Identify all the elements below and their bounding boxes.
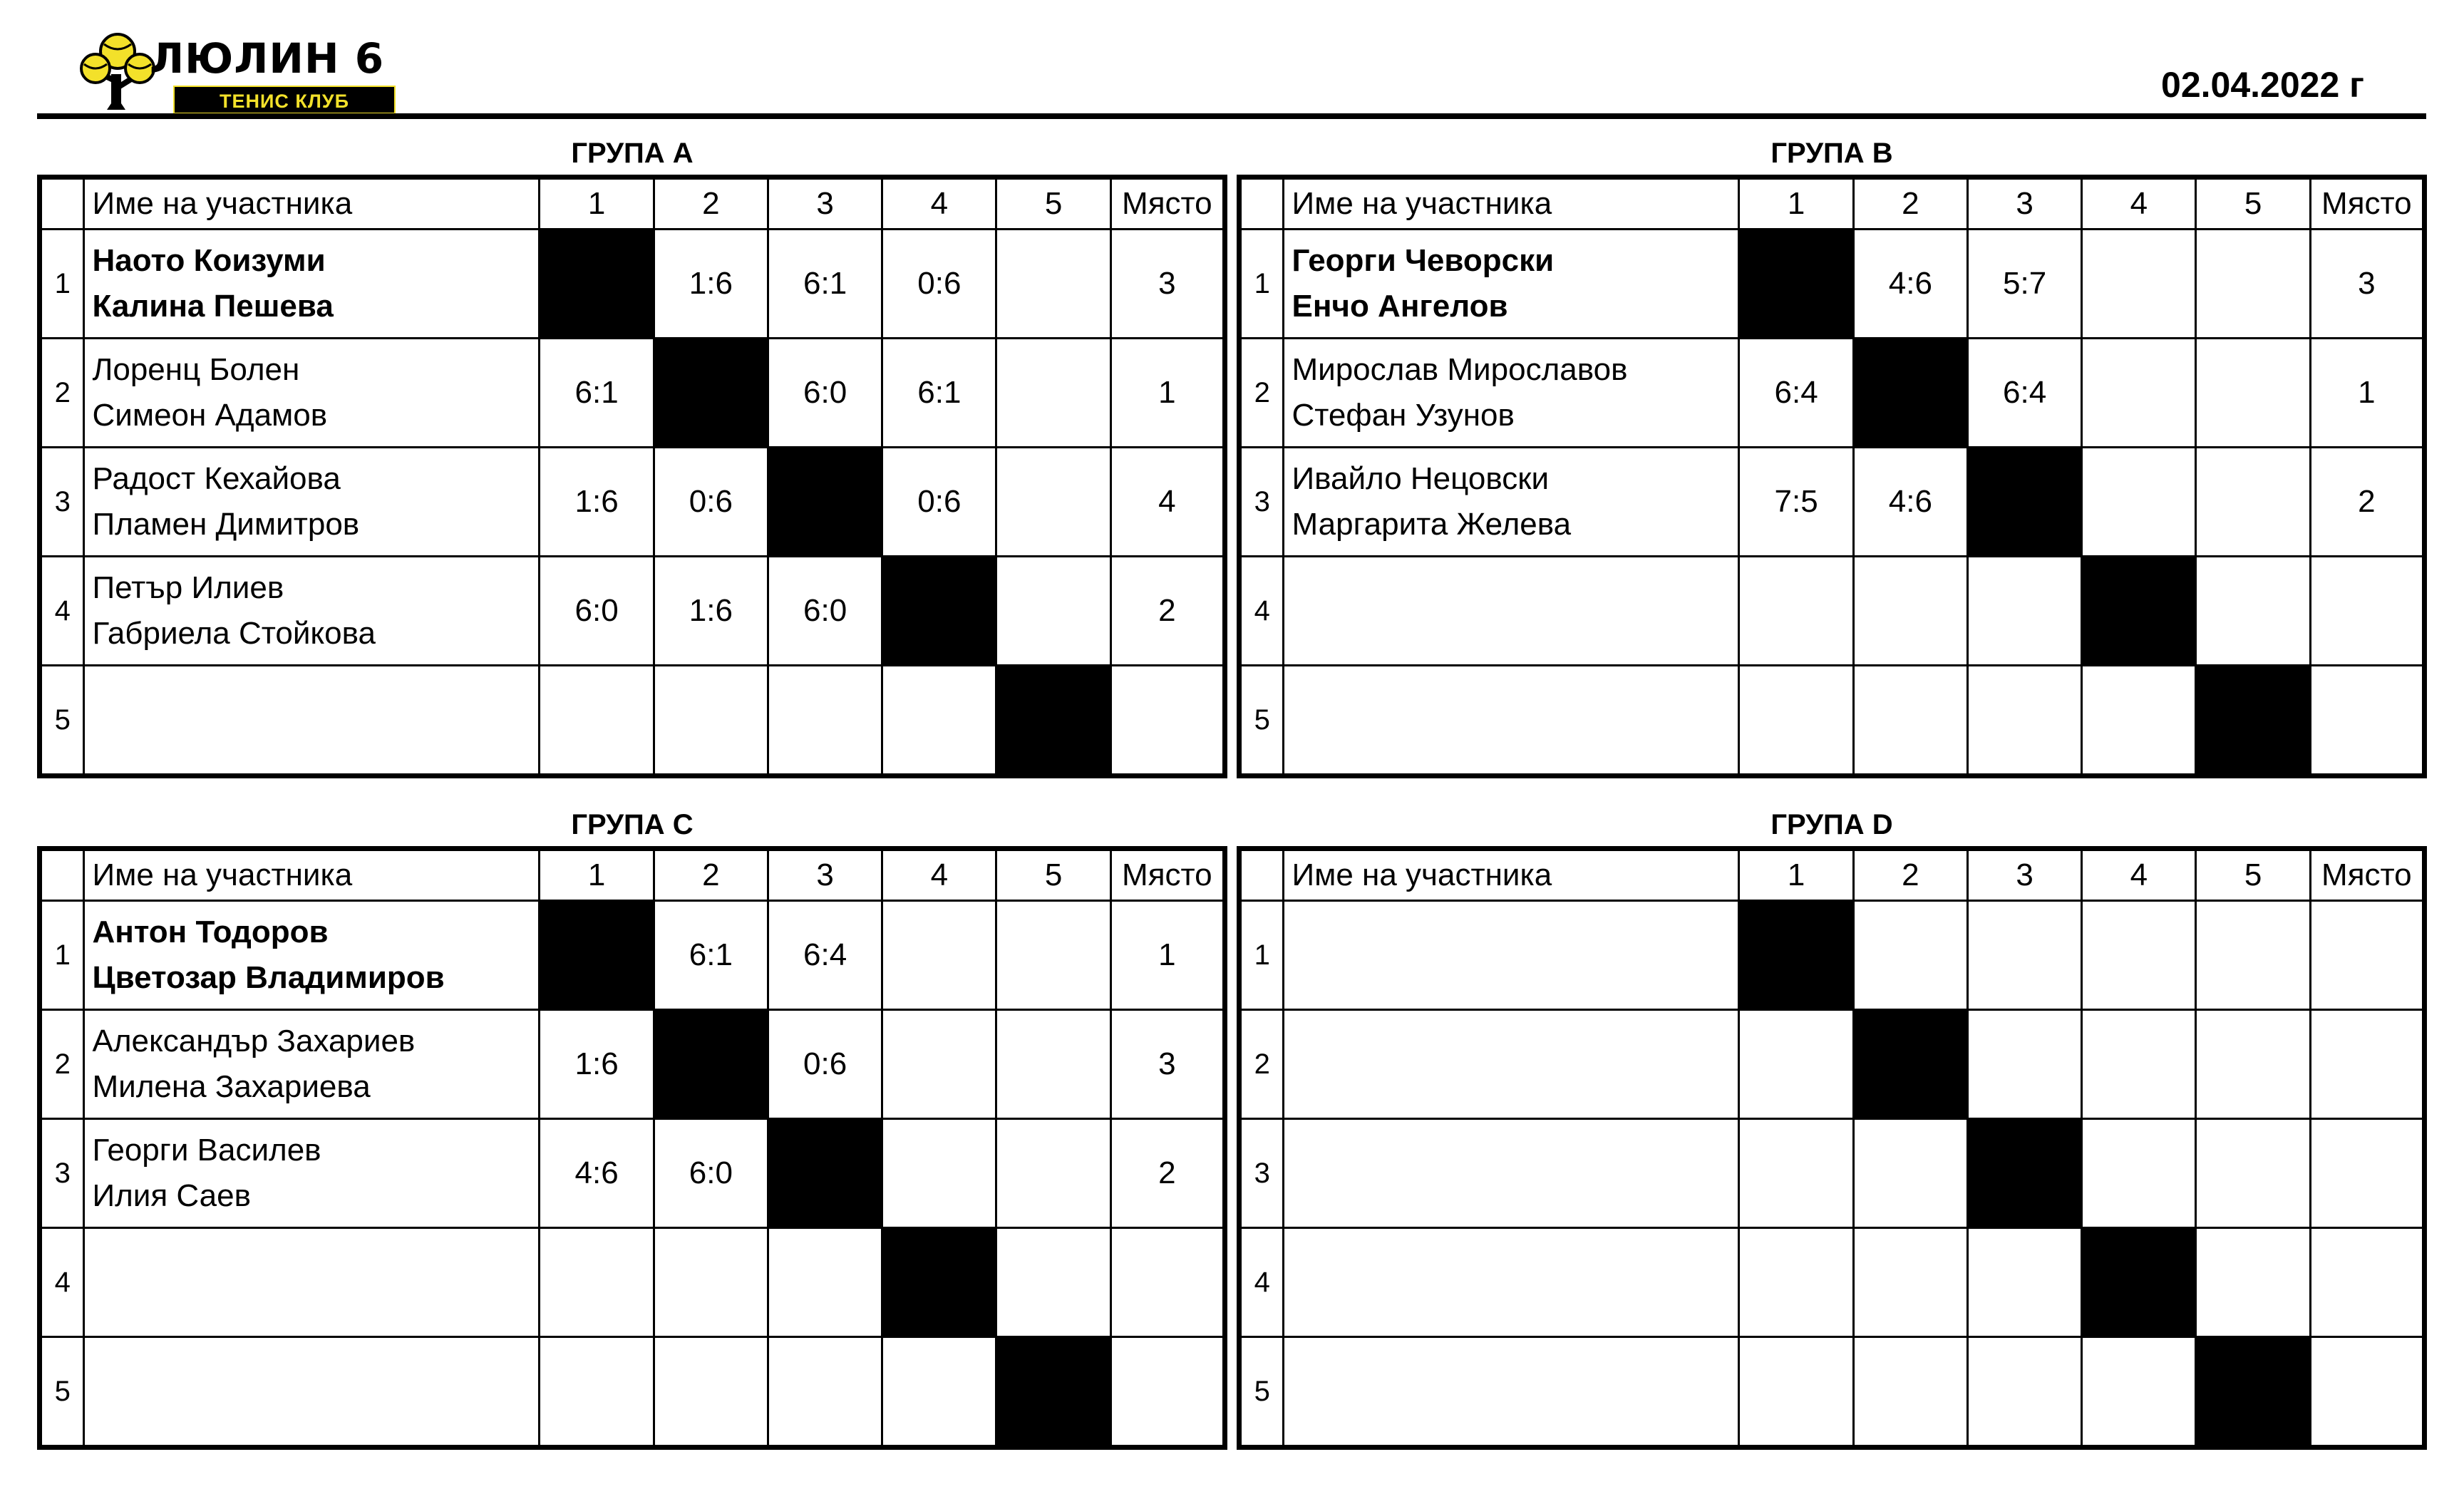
row-index: 2 bbox=[40, 339, 84, 448]
self-match-cell bbox=[540, 901, 654, 1010]
group-title: ГРУПА C bbox=[571, 809, 694, 840]
table-row bbox=[1239, 339, 2425, 448]
player-1-name: Александър Захариев bbox=[92, 1024, 416, 1058]
self-match-cell bbox=[540, 230, 654, 339]
table-row bbox=[40, 1337, 1225, 1448]
header-col-2: 2 bbox=[654, 849, 768, 901]
self-match-cell bbox=[654, 339, 768, 448]
player-2-name: Илия Саев bbox=[92, 1178, 251, 1213]
score-cell: 1:6 bbox=[540, 448, 654, 557]
header-index-cell bbox=[1239, 177, 1284, 230]
score-cell bbox=[2082, 448, 2196, 557]
score-cell bbox=[882, 1119, 996, 1228]
player-1-name: Антон Тодоров bbox=[92, 915, 329, 949]
place-cell: 3 bbox=[2310, 230, 2424, 339]
score-cell bbox=[2196, 1119, 2310, 1228]
header-col-4: 4 bbox=[2082, 849, 2196, 901]
place-cell bbox=[1110, 666, 1225, 776]
participant-names bbox=[84, 901, 540, 1010]
row-index: 5 bbox=[1239, 1337, 1284, 1448]
score-cell bbox=[768, 1337, 882, 1448]
header-col-5: 5 bbox=[2196, 849, 2310, 901]
group-table bbox=[37, 846, 1227, 1450]
table-row bbox=[1239, 230, 2425, 339]
header-name: Име на участника bbox=[84, 177, 540, 230]
place-cell: 1 bbox=[2310, 339, 2424, 448]
score-cell bbox=[1853, 1119, 1967, 1228]
score-cell bbox=[2082, 1337, 2196, 1448]
header-col-3: 3 bbox=[768, 177, 882, 230]
self-match-cell bbox=[1739, 901, 1853, 1010]
table-row bbox=[40, 448, 1225, 557]
participant-names bbox=[84, 1119, 540, 1228]
place-cell bbox=[1110, 1337, 1225, 1448]
score-cell: 4:6 bbox=[540, 1119, 654, 1228]
place-cell bbox=[2310, 1010, 2424, 1119]
table-row bbox=[40, 230, 1225, 339]
self-match-cell bbox=[1967, 1119, 2081, 1228]
header-col-1: 1 bbox=[1739, 849, 1853, 901]
row-index: 5 bbox=[1239, 666, 1284, 776]
place-cell: 3 bbox=[1110, 230, 1225, 339]
score-cell: 6:0 bbox=[540, 557, 654, 666]
row-index: 2 bbox=[40, 1010, 84, 1119]
header-name: Име на участника bbox=[1284, 177, 1739, 230]
score-cell bbox=[2196, 1010, 2310, 1119]
participant-names bbox=[1284, 230, 1739, 339]
header-place: Място bbox=[1110, 177, 1225, 230]
player-1-name: Наото Коизуми bbox=[92, 243, 326, 278]
header-col-5: 5 bbox=[2196, 177, 2310, 230]
player-2-name: Габриела Стойкова bbox=[92, 616, 376, 651]
score-cell bbox=[1967, 1337, 2081, 1448]
table-row bbox=[40, 339, 1225, 448]
group-title: ГРУПА D bbox=[1770, 809, 1893, 840]
table-row bbox=[1239, 1010, 2425, 1119]
self-match-cell bbox=[996, 666, 1110, 776]
score-cell bbox=[768, 666, 882, 776]
place-cell bbox=[2310, 666, 2424, 776]
participant-names bbox=[1284, 448, 1739, 557]
score-cell bbox=[2196, 1228, 2310, 1337]
place-cell bbox=[1110, 1228, 1225, 1337]
row-index: 4 bbox=[1239, 557, 1284, 666]
score-cell: 0:6 bbox=[654, 448, 768, 557]
score-cell bbox=[2082, 1119, 2196, 1228]
group-title: ГРУПА А bbox=[571, 138, 694, 169]
header-col-5: 5 bbox=[996, 849, 1110, 901]
self-match-cell bbox=[1967, 448, 2081, 557]
row-index: 2 bbox=[1239, 1010, 1284, 1119]
score-cell: 6:1 bbox=[540, 339, 654, 448]
player-1-name: Георги Василев bbox=[92, 1133, 321, 1168]
score-cell: 5:7 bbox=[1967, 230, 2081, 339]
self-match-cell bbox=[768, 448, 882, 557]
participant-names bbox=[84, 339, 540, 448]
row-index: 3 bbox=[40, 1119, 84, 1228]
header-col-1: 1 bbox=[540, 849, 654, 901]
score-cell bbox=[1739, 1119, 1853, 1228]
score-cell bbox=[2082, 230, 2196, 339]
header-col-3: 3 bbox=[1967, 849, 2081, 901]
score-cell bbox=[882, 901, 996, 1010]
player-1-name: Лоренц Болен bbox=[92, 352, 300, 387]
header-place: Място bbox=[1110, 849, 1225, 901]
score-cell: 6:4 bbox=[768, 901, 882, 1010]
table-row bbox=[40, 1010, 1225, 1119]
participant-names bbox=[1284, 1119, 1739, 1228]
player-1-name: Радост Кехайова bbox=[92, 461, 341, 496]
score-cell bbox=[540, 1228, 654, 1337]
place-cell: 2 bbox=[1110, 1119, 1225, 1228]
score-cell: 1:6 bbox=[540, 1010, 654, 1119]
table-row bbox=[1239, 901, 2425, 1010]
score-cell bbox=[1739, 557, 1853, 666]
header-name: Име на участника bbox=[84, 849, 540, 901]
header-col-1: 1 bbox=[540, 177, 654, 230]
player-2-name: Маргарита Желева bbox=[1292, 507, 1572, 542]
table-header-row bbox=[40, 849, 1225, 901]
score-cell bbox=[2196, 339, 2310, 448]
score-cell bbox=[1739, 1337, 1853, 1448]
table-header-row bbox=[1239, 177, 2425, 230]
header-col-3: 3 bbox=[1967, 177, 2081, 230]
header-col-2: 2 bbox=[1853, 849, 1967, 901]
participant-names bbox=[1284, 1010, 1739, 1119]
score-cell bbox=[2082, 339, 2196, 448]
self-match-cell bbox=[2196, 1337, 2310, 1448]
row-index: 5 bbox=[40, 1337, 84, 1448]
row-index: 4 bbox=[40, 1228, 84, 1337]
self-match-cell bbox=[1739, 230, 1853, 339]
player-1-name: Мирослав Мирославов bbox=[1292, 352, 1628, 387]
score-cell bbox=[882, 1337, 996, 1448]
participant-names bbox=[84, 1337, 540, 1448]
score-cell bbox=[1853, 666, 1967, 776]
logo-title: ЛЮЛИН 6 bbox=[150, 34, 385, 83]
place-cell bbox=[2310, 1228, 2424, 1337]
logo-subtitle: ТЕНИС КЛУБ bbox=[173, 86, 396, 114]
place-cell: 1 bbox=[1110, 339, 1225, 448]
score-cell bbox=[996, 1119, 1110, 1228]
score-cell: 1:6 bbox=[654, 230, 768, 339]
header-col-5: 5 bbox=[996, 177, 1110, 230]
player-2-name: Стефан Узунов bbox=[1292, 398, 1515, 433]
score-cell bbox=[996, 1010, 1110, 1119]
player-1-name: Петър Илиев bbox=[92, 570, 284, 605]
score-cell bbox=[1853, 1337, 1967, 1448]
row-index: 1 bbox=[40, 230, 84, 339]
score-cell bbox=[882, 666, 996, 776]
score-cell: 6:4 bbox=[1967, 339, 2081, 448]
header-col-2: 2 bbox=[1853, 177, 1967, 230]
player-2-name: Цветозар Владимиров bbox=[92, 960, 445, 995]
table-header-row bbox=[1239, 849, 2425, 901]
row-index: 1 bbox=[1239, 901, 1284, 1010]
participant-names bbox=[84, 1010, 540, 1119]
self-match-cell bbox=[882, 557, 996, 666]
header-col-2: 2 bbox=[654, 177, 768, 230]
score-cell bbox=[768, 1228, 882, 1337]
score-cell: 4:6 bbox=[1853, 448, 1967, 557]
table-row bbox=[1239, 448, 2425, 557]
table-row bbox=[40, 1228, 1225, 1337]
place-cell: 4 bbox=[1110, 448, 1225, 557]
place-cell bbox=[2310, 1119, 2424, 1228]
score-cell: 6:0 bbox=[768, 339, 882, 448]
self-match-cell bbox=[2082, 557, 2196, 666]
score-cell bbox=[2196, 901, 2310, 1010]
score-cell bbox=[996, 901, 1110, 1010]
score-cell: 0:6 bbox=[768, 1010, 882, 1119]
participant-names bbox=[84, 666, 540, 776]
participant-names bbox=[84, 1228, 540, 1337]
self-match-cell bbox=[1853, 1010, 1967, 1119]
score-cell bbox=[1967, 557, 2081, 666]
score-cell: 6:1 bbox=[768, 230, 882, 339]
player-2-name: Милена Захариева bbox=[92, 1069, 371, 1104]
participant-names bbox=[84, 448, 540, 557]
score-cell bbox=[540, 1337, 654, 1448]
club-logo bbox=[71, 29, 385, 118]
header-index-cell bbox=[1239, 849, 1284, 901]
place-cell: 3 bbox=[1110, 1010, 1225, 1119]
header-rule bbox=[37, 113, 2426, 119]
group-title: ГРУПА B bbox=[1770, 138, 1893, 169]
place-cell bbox=[2310, 901, 2424, 1010]
table-row bbox=[40, 557, 1225, 666]
group-table bbox=[1237, 175, 2427, 778]
player-1-name: Георги Чеворски bbox=[1292, 243, 1555, 278]
score-cell bbox=[996, 557, 1110, 666]
header-place: Място bbox=[2310, 849, 2424, 901]
row-index: 3 bbox=[1239, 448, 1284, 557]
score-cell bbox=[654, 666, 768, 776]
score-cell bbox=[654, 1228, 768, 1337]
self-match-cell bbox=[654, 1010, 768, 1119]
header-index-cell bbox=[40, 177, 84, 230]
self-match-cell bbox=[882, 1228, 996, 1337]
participant-names bbox=[1284, 1337, 1739, 1448]
self-match-cell bbox=[1853, 339, 1967, 448]
place-cell bbox=[2310, 1337, 2424, 1448]
score-cell bbox=[1853, 901, 1967, 1010]
table-row bbox=[40, 901, 1225, 1010]
row-index: 4 bbox=[40, 557, 84, 666]
score-cell: 6:0 bbox=[768, 557, 882, 666]
score-cell bbox=[2082, 666, 2196, 776]
header-name: Име на участника bbox=[1284, 849, 1739, 901]
score-cell: 7:5 bbox=[1739, 448, 1853, 557]
header-place: Място bbox=[2310, 177, 2424, 230]
table-row bbox=[40, 666, 1225, 776]
place-cell bbox=[2310, 557, 2424, 666]
header-col-1: 1 bbox=[1739, 177, 1853, 230]
score-cell: 6:1 bbox=[882, 339, 996, 448]
self-match-cell bbox=[768, 1119, 882, 1228]
table-row bbox=[1239, 666, 2425, 776]
row-index: 3 bbox=[1239, 1119, 1284, 1228]
header-col-4: 4 bbox=[882, 849, 996, 901]
player-1-name: Ивайло Нецовски bbox=[1292, 461, 1550, 496]
place-cell: 2 bbox=[1110, 557, 1225, 666]
self-match-cell bbox=[2082, 1228, 2196, 1337]
player-2-name: Енчо Ангелов bbox=[1292, 289, 1508, 324]
score-cell bbox=[996, 339, 1110, 448]
player-2-name: Калина Пешева bbox=[92, 289, 334, 324]
score-cell bbox=[996, 448, 1110, 557]
score-cell: 0:6 bbox=[882, 230, 996, 339]
table-row bbox=[1239, 557, 2425, 666]
score-cell bbox=[2196, 448, 2310, 557]
score-cell: 6:1 bbox=[654, 901, 768, 1010]
score-cell: 6:0 bbox=[654, 1119, 768, 1228]
table-row bbox=[40, 1119, 1225, 1228]
row-index: 2 bbox=[1239, 339, 1284, 448]
score-cell bbox=[1739, 1228, 1853, 1337]
self-match-cell bbox=[2196, 666, 2310, 776]
score-cell bbox=[1967, 666, 2081, 776]
row-index: 4 bbox=[1239, 1228, 1284, 1337]
score-cell bbox=[2082, 901, 2196, 1010]
participant-names bbox=[1284, 901, 1739, 1010]
group-table bbox=[1237, 846, 2427, 1450]
self-match-cell bbox=[996, 1337, 1110, 1448]
score-cell bbox=[996, 1228, 1110, 1337]
header-col-3: 3 bbox=[768, 849, 882, 901]
player-2-name: Симеон Адамов bbox=[92, 398, 328, 433]
score-cell bbox=[654, 1337, 768, 1448]
row-index: 1 bbox=[1239, 230, 1284, 339]
header-col-4: 4 bbox=[882, 177, 996, 230]
tennis-ball-tree-icon bbox=[78, 31, 157, 115]
score-cell: 1:6 bbox=[654, 557, 768, 666]
table-header-row bbox=[40, 177, 1225, 230]
score-cell bbox=[996, 230, 1110, 339]
table-row bbox=[1239, 1337, 2425, 1448]
score-cell bbox=[882, 1010, 996, 1119]
score-cell bbox=[2196, 230, 2310, 339]
score-cell bbox=[1967, 901, 2081, 1010]
group-table bbox=[37, 175, 1227, 778]
score-cell bbox=[1739, 1010, 1853, 1119]
participant-names bbox=[84, 557, 540, 666]
page-header bbox=[0, 0, 2464, 125]
participant-names bbox=[1284, 339, 1739, 448]
score-cell bbox=[2196, 557, 2310, 666]
player-2-name: Пламен Димитров bbox=[92, 507, 360, 542]
participant-names bbox=[84, 230, 540, 339]
participant-names bbox=[1284, 666, 1739, 776]
header-col-4: 4 bbox=[2082, 177, 2196, 230]
participant-names bbox=[1284, 1228, 1739, 1337]
table-row bbox=[1239, 1228, 2425, 1337]
row-index: 3 bbox=[40, 448, 84, 557]
table-row bbox=[1239, 1119, 2425, 1228]
event-date: 02.04.2022 г bbox=[2161, 65, 2364, 105]
score-cell bbox=[1853, 557, 1967, 666]
row-index: 5 bbox=[40, 666, 84, 776]
place-cell: 1 bbox=[1110, 901, 1225, 1010]
score-cell bbox=[540, 666, 654, 776]
score-cell bbox=[1853, 1228, 1967, 1337]
row-index: 1 bbox=[40, 901, 84, 1010]
participant-names bbox=[1284, 557, 1739, 666]
score-cell bbox=[1967, 1010, 2081, 1119]
place-cell: 2 bbox=[2310, 448, 2424, 557]
score-cell bbox=[1967, 1228, 2081, 1337]
score-cell bbox=[2082, 1010, 2196, 1119]
score-cell: 4:6 bbox=[1853, 230, 1967, 339]
score-cell: 0:6 bbox=[882, 448, 996, 557]
score-cell bbox=[1739, 666, 1853, 776]
score-cell: 6:4 bbox=[1739, 339, 1853, 448]
header-index-cell bbox=[40, 849, 84, 901]
